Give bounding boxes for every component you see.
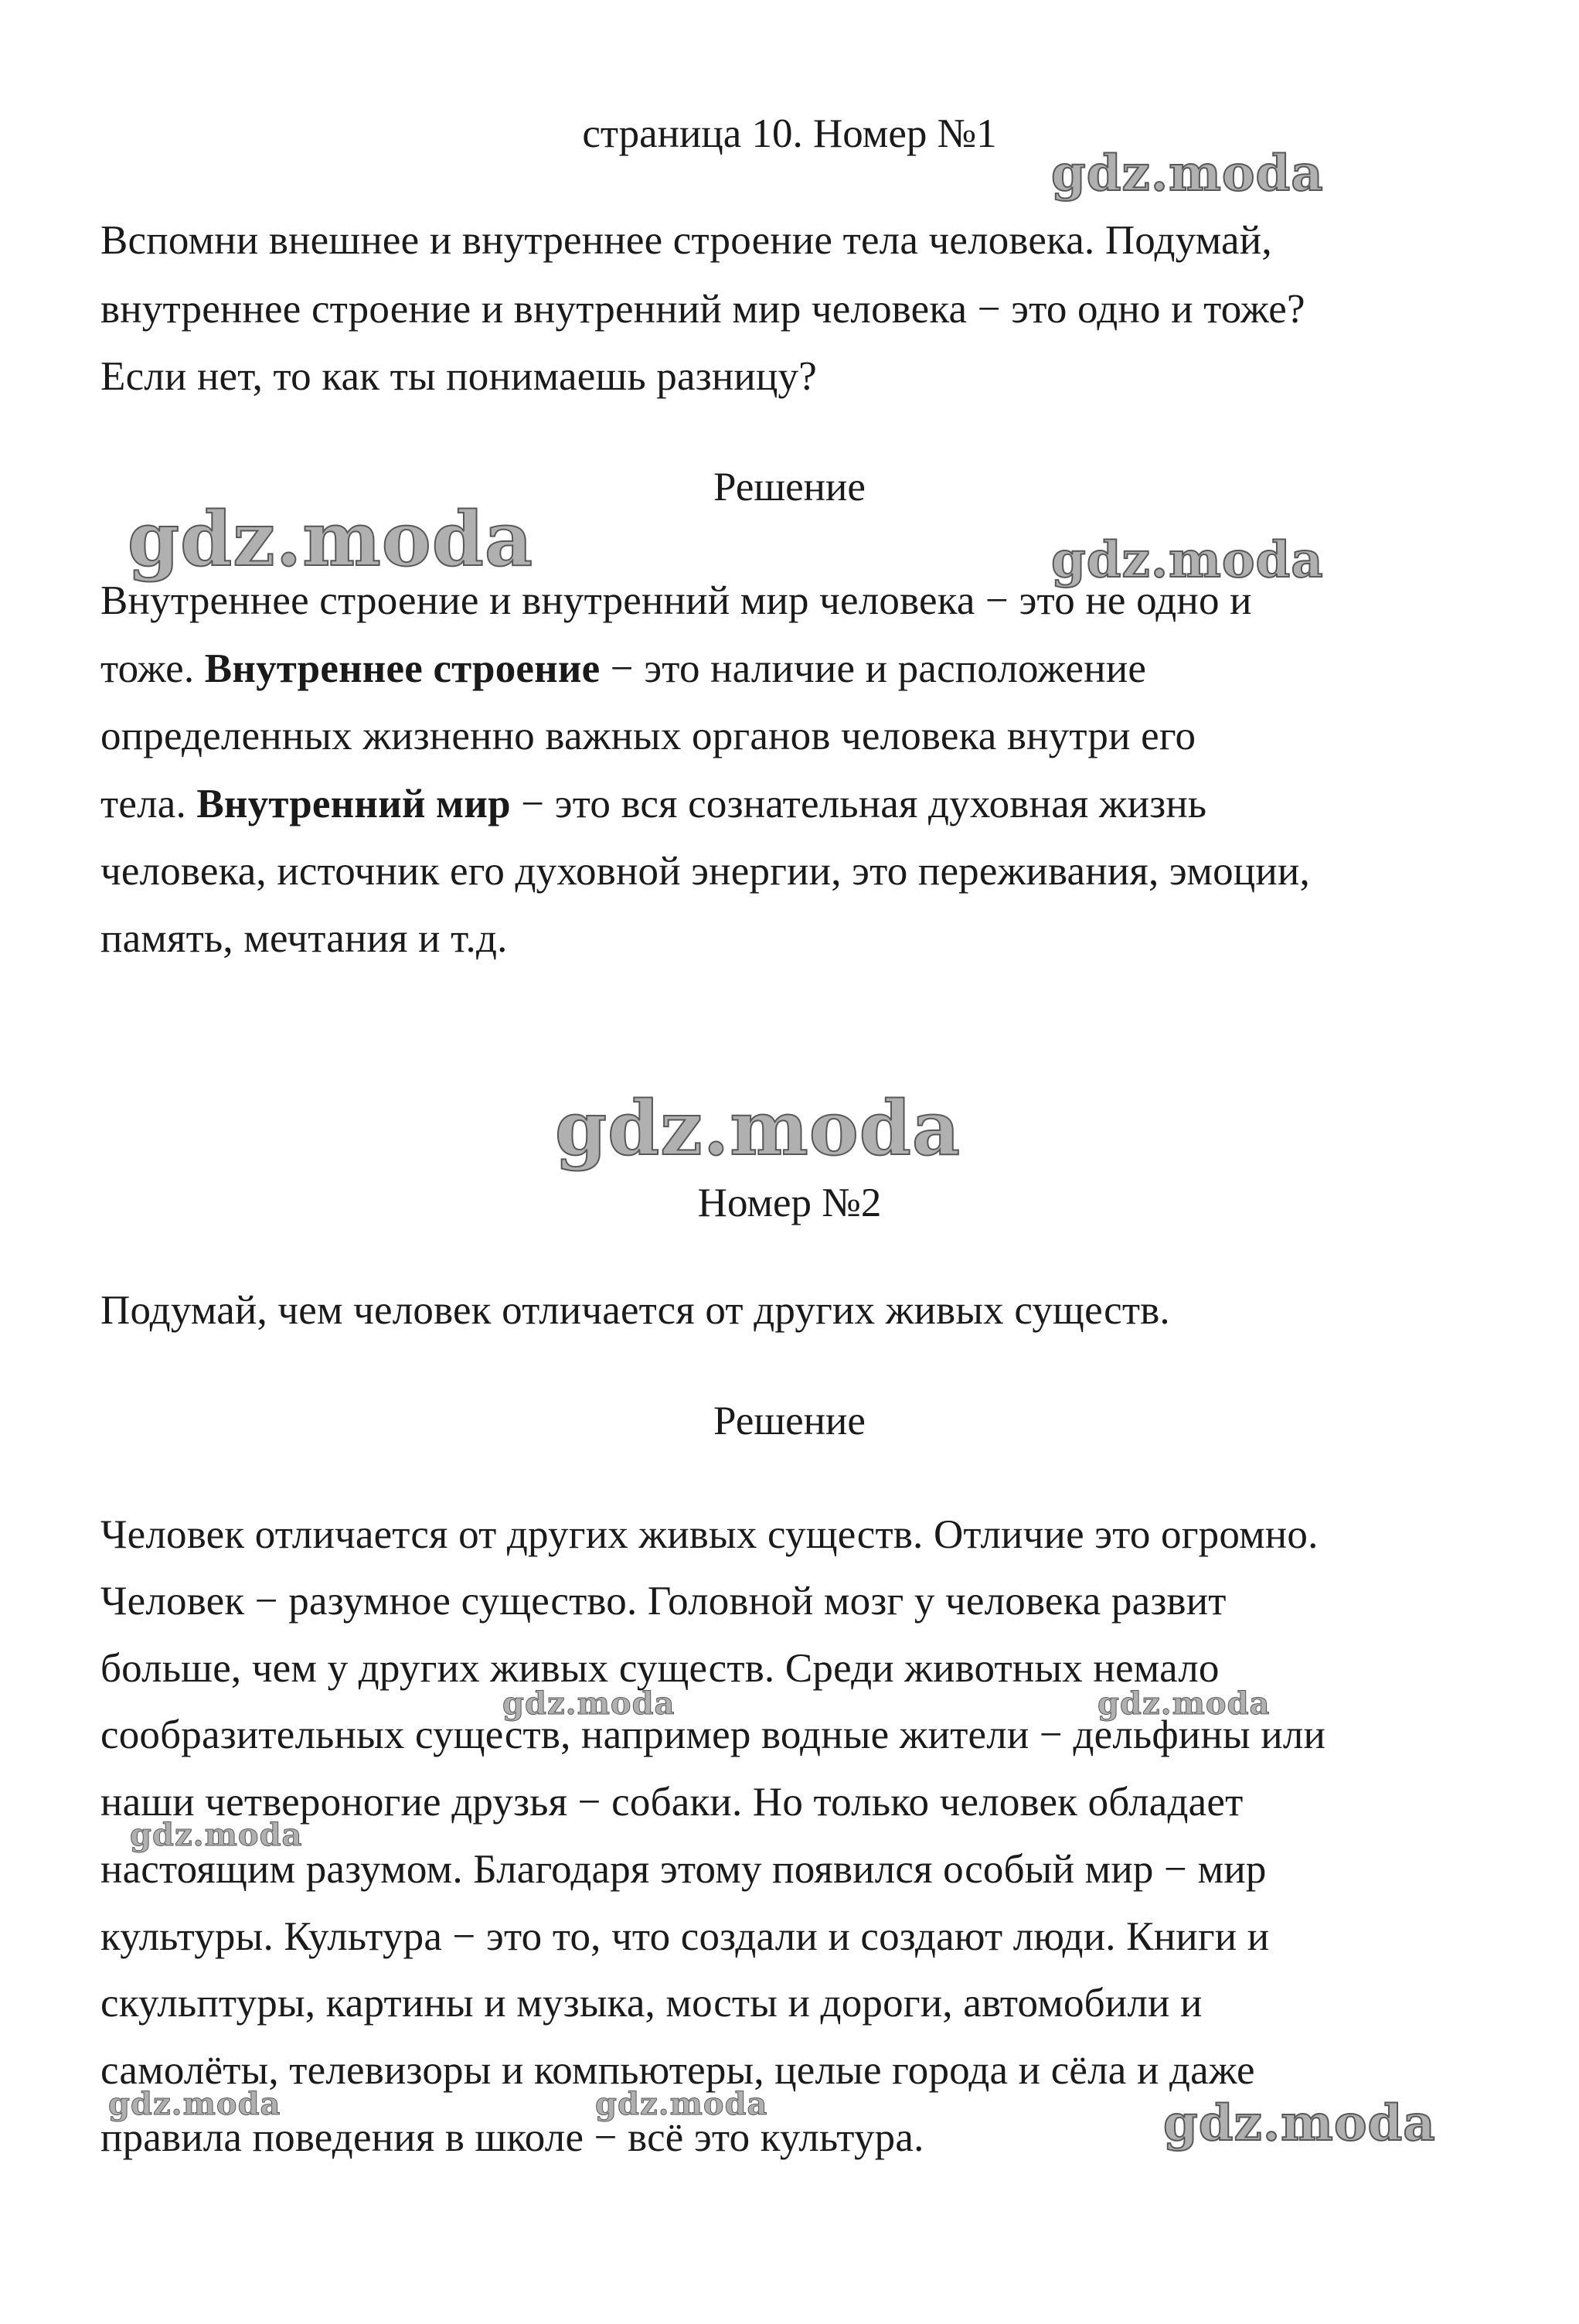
- task1-answer-line: [100, 781, 1206, 827]
- task2-solution-heading: Решение: [713, 1399, 866, 1443]
- task1-question-line: внутреннее строение и внутренний мир человека − это одно и тоже?: [100, 287, 1305, 332]
- task2-answer-line: самолёты, телевизоры и компьютеры, целые города и сёла и даже: [100, 2048, 1255, 2093]
- watermark-logo: gdz.moda: [555, 1085, 961, 1172]
- task2-answer-line: сообразительных существ, например водные жители − дельфины или: [100, 1712, 1326, 1757]
- answer-text: − это наличие и расположение: [600, 646, 1147, 691]
- task1-answer-line: [100, 646, 1146, 692]
- watermark-logo: gdz.moda: [1097, 1685, 1271, 1722]
- task2-answer-line: Человек − разумное существо. Головной мозг у человека развит: [100, 1579, 1227, 1624]
- task1-question-line: Вспомни внешнее и внутреннее строение тела человека. Подумай,: [100, 218, 1272, 263]
- task1-solution-heading: Решение: [713, 465, 866, 509]
- page-header-title: страница 10. Номер №1: [582, 111, 997, 156]
- watermark-logo: gdz.moda: [128, 496, 534, 583]
- task1-question-line: Если нет, то как ты понимаешь разницу?: [100, 354, 817, 399]
- watermark-logo: gdz.moda: [502, 1685, 675, 1722]
- task2-answer-line: Человек отличается от других живых существ. Отличие это огромно.: [100, 1512, 1319, 1557]
- task2-answer-line: скульптуры, картины и музыка, мосты и дороги, автомобили и: [100, 1981, 1203, 2026]
- answer-text: тела.: [100, 782, 197, 826]
- task2-answer-line: культуры. Культура − это то, что создали и создают люди. Книги и: [100, 1914, 1270, 1959]
- watermark-logo: gdz.moda: [108, 2086, 281, 2122]
- task2-answer-line: больше, чем у других живых существ. Среди животных немало: [100, 1646, 1220, 1691]
- answer-text: − это вся сознательная духовная жизнь: [510, 782, 1207, 826]
- task2-answer-line: настоящим разумом. Благодаря этому появился особый мир − мир: [100, 1847, 1267, 1892]
- task2-question: Подумай, чем человек отличается от других живых существ.: [100, 1288, 1170, 1333]
- task1-answer-line: память, мечтания и т.д.: [100, 916, 508, 961]
- task2-answer-line: наши четвероногие друзья − собаки. Но только человек обладает: [100, 1780, 1244, 1825]
- watermark-logo: gdz.moda: [595, 2086, 768, 2122]
- term-internal-structure: Внутреннее строение: [204, 646, 601, 691]
- watermark-logo: gdz.moda: [1051, 531, 1324, 589]
- term-inner-world: Внутренний мир: [196, 782, 511, 826]
- task2-answer-line: правила поведения в школе − всё это культура.: [100, 2115, 924, 2160]
- task2-heading: Номер №2: [697, 1181, 882, 1225]
- watermark-logo: gdz.moda: [1163, 2094, 1436, 2152]
- watermark-logo: gdz.moda: [1051, 145, 1324, 203]
- task1-answer-line: Внутреннее строение и внутренний мир человека − это не одно и: [100, 578, 1252, 623]
- task1-answer-line: определенных жизненно важных органов человека внутри его: [100, 714, 1196, 758]
- answer-text: тоже.: [100, 646, 205, 691]
- task1-answer-line: человека, источник его духовной энергии, это переживания, эмоции,: [100, 849, 1310, 894]
- watermark-logo: gdz.moda: [130, 1817, 303, 1853]
